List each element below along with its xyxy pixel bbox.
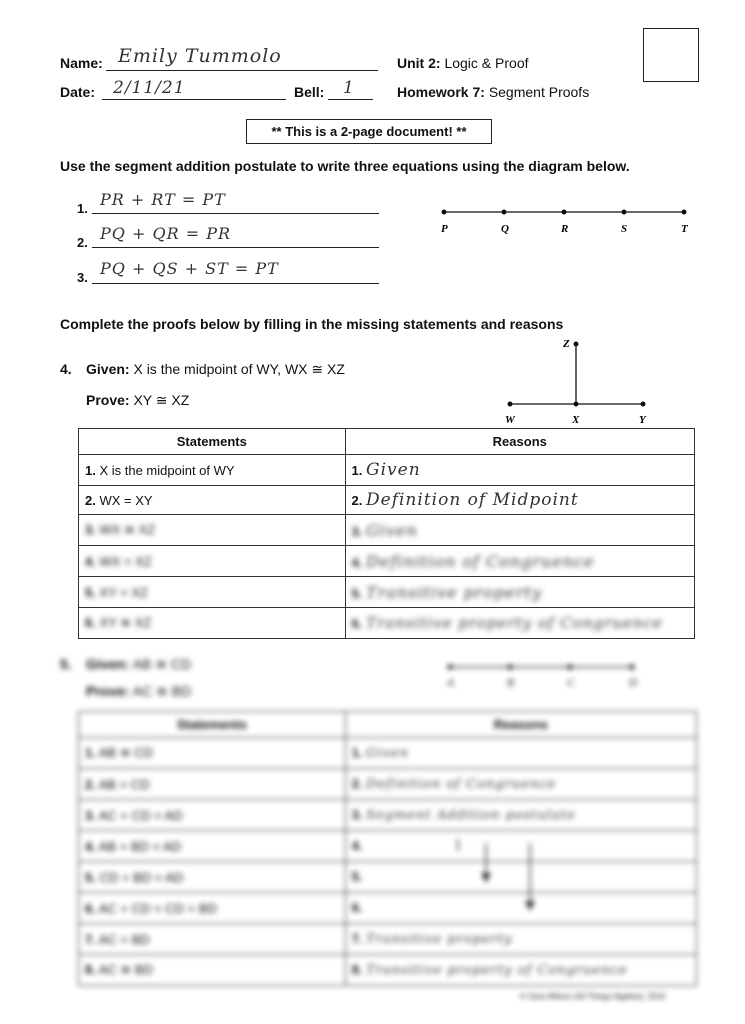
- table-row: 3. AC + CD = AD 3. Segment Addition postulate: [79, 800, 697, 831]
- handwritten-arrows: [450, 835, 550, 915]
- table-row: 1. AB ≅ CD 1. Given: [79, 738, 697, 769]
- label-w: W: [505, 414, 515, 426]
- section2-instruction: Complete the proofs below by filling in the missing statements and reasons: [60, 316, 564, 332]
- table-row: 6. XY ≅ XZ 6. Transitive property of Congruence: [79, 608, 695, 639]
- score-box: [643, 28, 699, 82]
- table-row: 5. CD + BD = AD 5.: [79, 862, 697, 893]
- point-r: [562, 210, 567, 215]
- reasons-header: Reasons: [345, 429, 694, 455]
- proof5-number: 5.: [60, 656, 72, 672]
- statements-header: Statements: [79, 429, 346, 455]
- proof4-number: 4.: [60, 361, 72, 377]
- label-z: Z: [563, 338, 570, 350]
- label-t: T: [681, 223, 688, 235]
- proof4-table: [78, 428, 695, 639]
- point-p: [442, 210, 447, 215]
- copyright-footer: © Gina Wilson (All Things Algebra), 2014: [520, 992, 666, 1001]
- homework-title: Homework 7: Segment Proofs: [397, 84, 590, 100]
- point-t: [682, 210, 687, 215]
- label-b: B: [507, 677, 514, 689]
- date-value[interactable]: 2/11/21: [113, 78, 186, 98]
- table-row: 2. AB = CD 2. Definition of Congruence: [79, 769, 697, 800]
- table-row: 5. XY = XZ 5. Transitive property: [79, 577, 695, 608]
- table-row: 4. WX = XZ 4. Definition of Congruence: [79, 546, 695, 577]
- bell-value[interactable]: 1: [343, 78, 355, 98]
- label-a: A: [447, 677, 454, 689]
- table-row: 7. AC = BD 7. Transitive property: [79, 924, 697, 955]
- diagram-wxyz: [495, 335, 665, 427]
- proof4-prove: Prove: XY ≅ XZ: [86, 392, 190, 408]
- label-p: P: [441, 223, 448, 235]
- unit-title: Unit 2: Logic & Proof: [397, 55, 529, 71]
- proof5-prove: Prove: AC ≅ BD: [86, 683, 192, 699]
- label-d: D: [629, 677, 637, 689]
- proof4-given: Given: X is the midpoint of WY, WX ≅ XZ: [86, 361, 345, 377]
- label-x: X: [572, 414, 580, 426]
- label-q: Q: [501, 223, 509, 235]
- section1-instruction: Use the segment addition postulate to write three equations using the diagram below.: [60, 158, 630, 174]
- answer-3-number: 3.: [77, 270, 88, 285]
- label-c: C: [567, 677, 575, 689]
- label-r: R: [561, 223, 569, 235]
- table-row: 2. WX = XY 2. Definition of Midpoint: [79, 486, 695, 515]
- name-value[interactable]: Emily Tummolo: [118, 45, 282, 67]
- name-label: Name:: [60, 55, 103, 71]
- date-label: Date:: [60, 84, 96, 100]
- answer-2[interactable]: PQ + QR = PR: [100, 224, 232, 243]
- notice-box: ** This is a 2-page document! **: [246, 119, 492, 144]
- point-s: [622, 210, 627, 215]
- table-row: 3. WX ≅ XZ 3. Given: [79, 515, 695, 546]
- answer-1-number: 1.: [77, 201, 88, 216]
- proof5-given: Given: AB ≅ CD: [86, 656, 192, 672]
- table-row: 6. AC + CD = CD + BD 6.: [79, 893, 697, 924]
- label-y: Y: [639, 414, 646, 426]
- table-row: 8. AC ≅ BD 8. Transitive property of Congruence: [79, 955, 697, 986]
- segment-diagram-abcd: [440, 656, 650, 692]
- answer-2-number: 2.: [77, 235, 88, 250]
- proof5-table: Statements Reasons 1. AB ≅ CD 1. Given 2. AB = CD 2. Definition of Congruence 3. AC + CD = AD 3. Segment Addition postulate 4. AB + BD = AD 4. 5. CD + BD = AD 5. 6. AC + CD = CD + BD 6. 7. AC = BD 7. Transitive property 8. AC ≅ BD 8. Transitive property of Congruence: [78, 711, 697, 986]
- point-q: [502, 210, 507, 215]
- answer-3[interactable]: PQ + QS + ST = PT: [100, 259, 279, 278]
- bell-label: Bell:: [294, 84, 325, 100]
- label-s: S: [621, 223, 628, 235]
- segment-diagram-pqrst: [430, 200, 700, 240]
- answer-1[interactable]: PR + RT = PT: [100, 190, 226, 209]
- table-row: 1. X is the midpoint of WY 1. Given: [79, 455, 695, 486]
- table-row: 4. AB + BD = AD 4.: [79, 831, 697, 862]
